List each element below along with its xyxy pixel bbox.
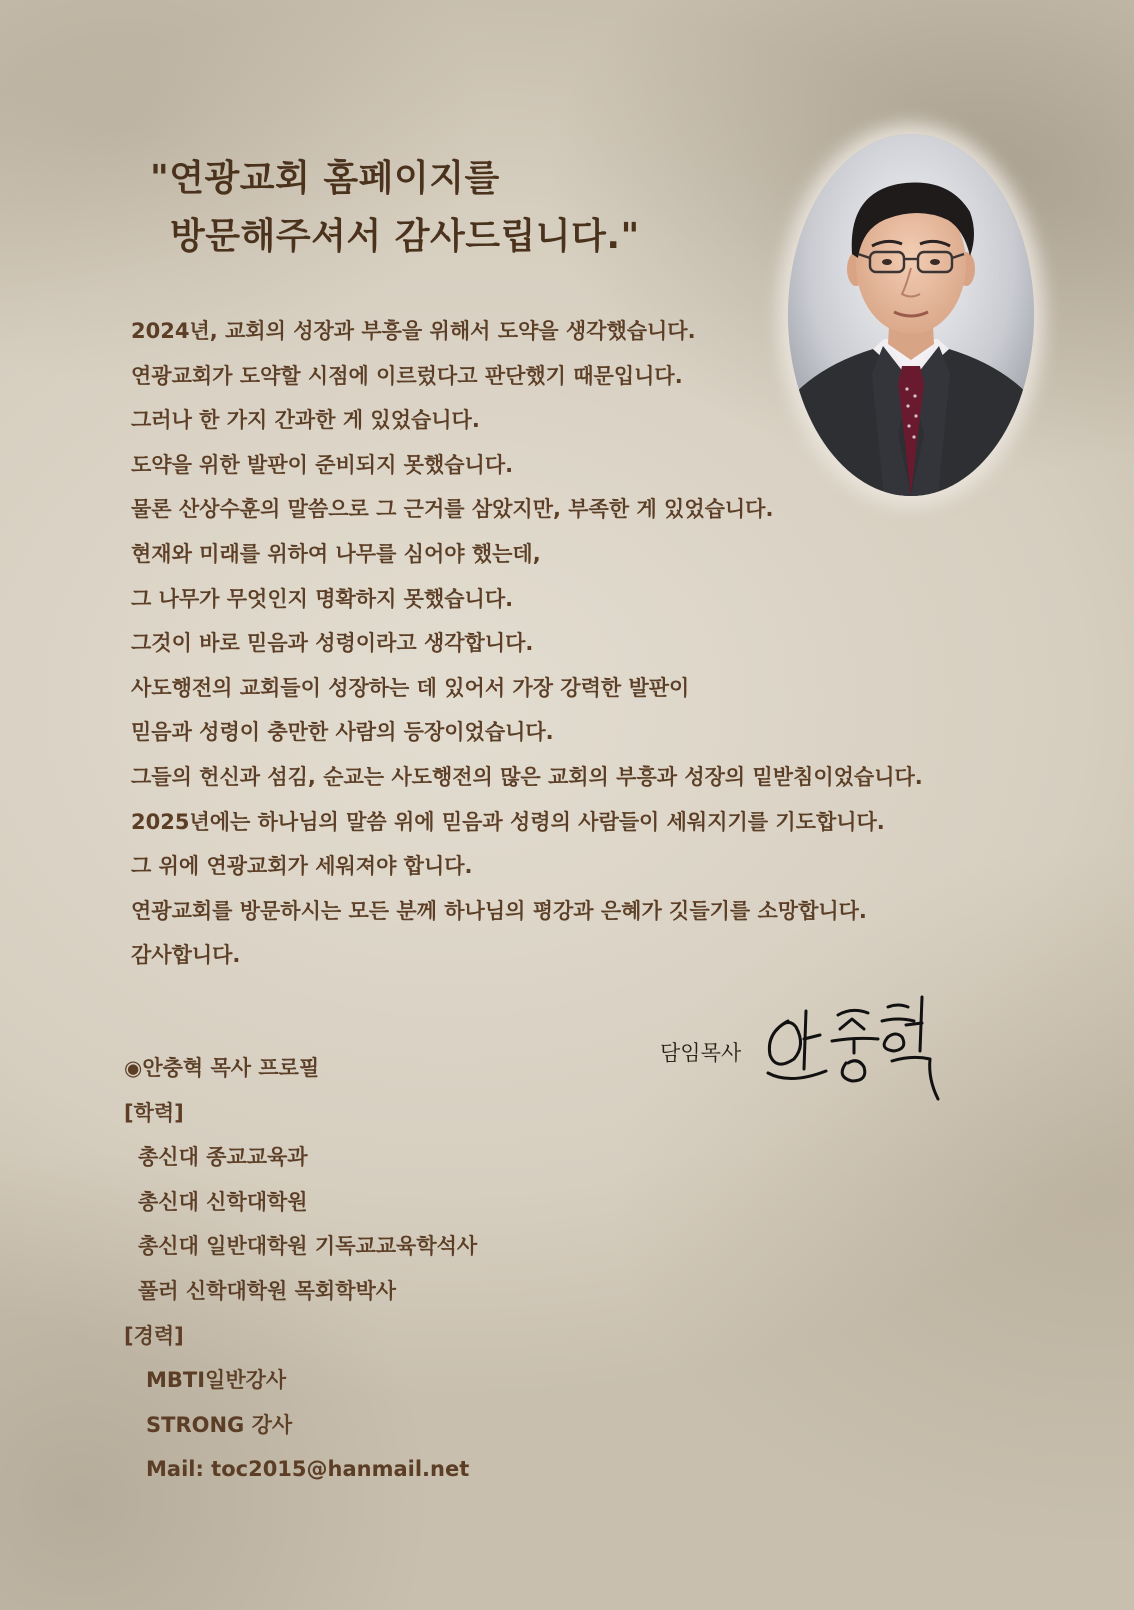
message-line: 연광교회가 도약할 시점에 이르렀다고 판단했기 때문입니다. bbox=[131, 363, 683, 388]
career-label: [경력] bbox=[124, 1323, 184, 1348]
handwritten-signature bbox=[760, 993, 950, 1108]
education-item: 풀러 신학대학원 목회학박사 bbox=[138, 1278, 397, 1303]
message-line: 물론 산상수훈의 말씀으로 그 근거를 삼았지만, 부족한 게 있었습니다. bbox=[131, 497, 774, 522]
message-line: 그들의 헌신과 섬김, 순교는 사도행전의 많은 교회의 부흥과 성장의 밑받침이었습니다. bbox=[131, 764, 923, 789]
page-title bbox=[150, 150, 640, 266]
profile-heading: ◉안충혁 목사 프로필 bbox=[124, 1056, 320, 1080]
message-line: 감사합니다. bbox=[131, 943, 241, 968]
signature-label: 담임목사 bbox=[660, 1041, 742, 1065]
email-contact[interactable]: Mail: toc2015@hanmail.net bbox=[146, 1457, 470, 1482]
education-item: 총신대 신학대학원 bbox=[138, 1189, 308, 1214]
career-item: STRONG 강사 bbox=[146, 1412, 293, 1437]
title-line-2: 방문해주셔서 감사드립니다." bbox=[170, 216, 640, 257]
message-line: 현재와 미래를 위하여 나무를 심어야 했는데, bbox=[131, 541, 541, 566]
message-line: 2024년, 교회의 성장과 부흥을 위해서 도약을 생각했습니다. bbox=[131, 319, 696, 343]
message-line: 연광교회를 방문하시는 모든 분께 하나님의 평강과 은혜가 깃들기를 소망합니다. bbox=[131, 898, 867, 923]
career-item: MBTI일반강사 bbox=[146, 1368, 287, 1393]
message-line: 2025년에는 하나님의 말씀 위에 믿음과 성령의 사람들이 세워지기를 기도합니다. bbox=[131, 809, 885, 834]
pastor-message bbox=[131, 309, 1051, 978]
pastor-profile bbox=[124, 1046, 477, 1492]
message-line: 그 위에 연광교회가 세워져야 합니다. bbox=[131, 854, 473, 879]
message-line: 그것이 바로 믿음과 성령이라고 생각합니다. bbox=[131, 631, 534, 656]
message-line: 그러나 한 가지 간과한 게 있었습니다. bbox=[131, 408, 480, 433]
education-item: 총신대 일반대학원 기독교교육학석사 bbox=[138, 1234, 478, 1259]
message-line: 믿음과 성령이 충만한 사람의 등장이었습니다. bbox=[131, 720, 554, 745]
title-line-1: "연광교회 홈페이지를 bbox=[150, 158, 500, 199]
education-label: [학력] bbox=[124, 1100, 184, 1125]
message-line: 사도행전의 교회들이 성장하는 데 있어서 가장 강력한 발판이 bbox=[131, 675, 690, 700]
education-item: 총신대 종교교육과 bbox=[138, 1145, 308, 1170]
message-line: 그 나무가 무엇인지 명확하지 못했습니다. bbox=[131, 586, 514, 611]
message-line: 도약을 위한 발판이 준비되지 못했습니다. bbox=[131, 452, 514, 477]
signature-block bbox=[660, 993, 960, 1108]
